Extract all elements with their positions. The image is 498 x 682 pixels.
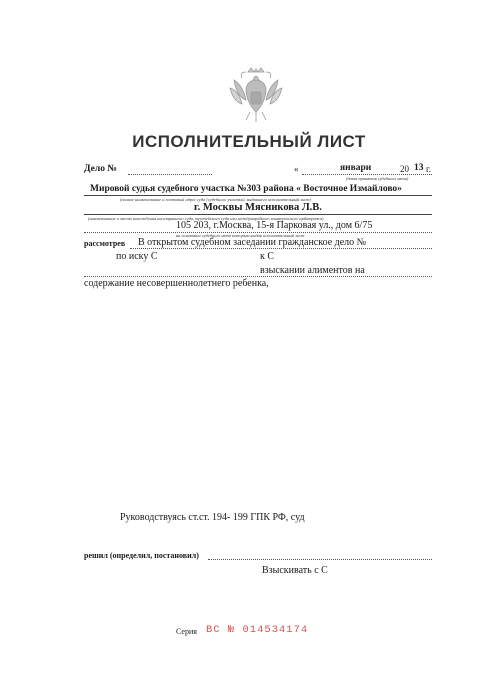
recovery-underline xyxy=(84,276,432,277)
city-judge: г. Москвы Мясникова Л.В. xyxy=(194,202,322,213)
decided-underline xyxy=(208,559,432,560)
date-year-suffix: 13 xyxy=(414,163,424,173)
recovery-text: взыскании алиментов на xyxy=(260,265,365,276)
address-caption: на основании судебного акта которым выдан исполнительный лист xyxy=(176,233,305,238)
series-number: ВС № 014534174 xyxy=(206,624,309,636)
case-number-line xyxy=(128,174,212,175)
considered-label: рассмотрев xyxy=(84,239,126,248)
date-line xyxy=(302,174,432,175)
date-year-prefix: 20 xyxy=(400,164,409,174)
series-label: Серия xyxy=(176,627,197,636)
date-year-unit: г. xyxy=(426,164,431,174)
recover-from: Взыскивать с С xyxy=(262,565,328,576)
date-quote: « xyxy=(294,164,299,174)
case-number-label: Дело № xyxy=(84,164,117,174)
recovery-continued: содержание несовершеннолетнего ребенка, xyxy=(84,278,269,289)
court-name: Мировой судья судебного участка №303 района « Восточное Измайлово» xyxy=(90,184,402,194)
court-underline xyxy=(84,195,432,196)
document-title: ИСПОЛНИТЕЛЬНЫЙ ЛИСТ xyxy=(132,132,366,151)
court-address: 105 203, г.Москва, 15-я Парковая ул., дом 6/75 xyxy=(176,220,373,231)
court-caption: (полное наименование и почтовый адрес суда (судебного участка), выдавшего исполнительный лист) xyxy=(120,197,311,202)
considered-underline xyxy=(130,248,432,249)
claim-against: к С xyxy=(260,251,275,262)
date-month: январи xyxy=(340,163,372,173)
judge-underline xyxy=(84,214,432,215)
considered-text: В открытом судебном заседании гражданское дело № xyxy=(138,237,367,248)
decided-label: решил (определил, постановил) xyxy=(84,551,199,560)
claim-by: по иску С xyxy=(116,251,158,262)
eagle-emblem-icon xyxy=(228,66,284,124)
location-caption: (наименование и место нахождения иностранного суда, третейского суда или международного коммерческого арбитража) xyxy=(88,216,324,221)
guided-by: Руководствуясь ст.ст. 194- 199 ГПК РФ, суд xyxy=(120,512,305,523)
date-caption: (дата принятия судебного акта) xyxy=(346,176,409,181)
